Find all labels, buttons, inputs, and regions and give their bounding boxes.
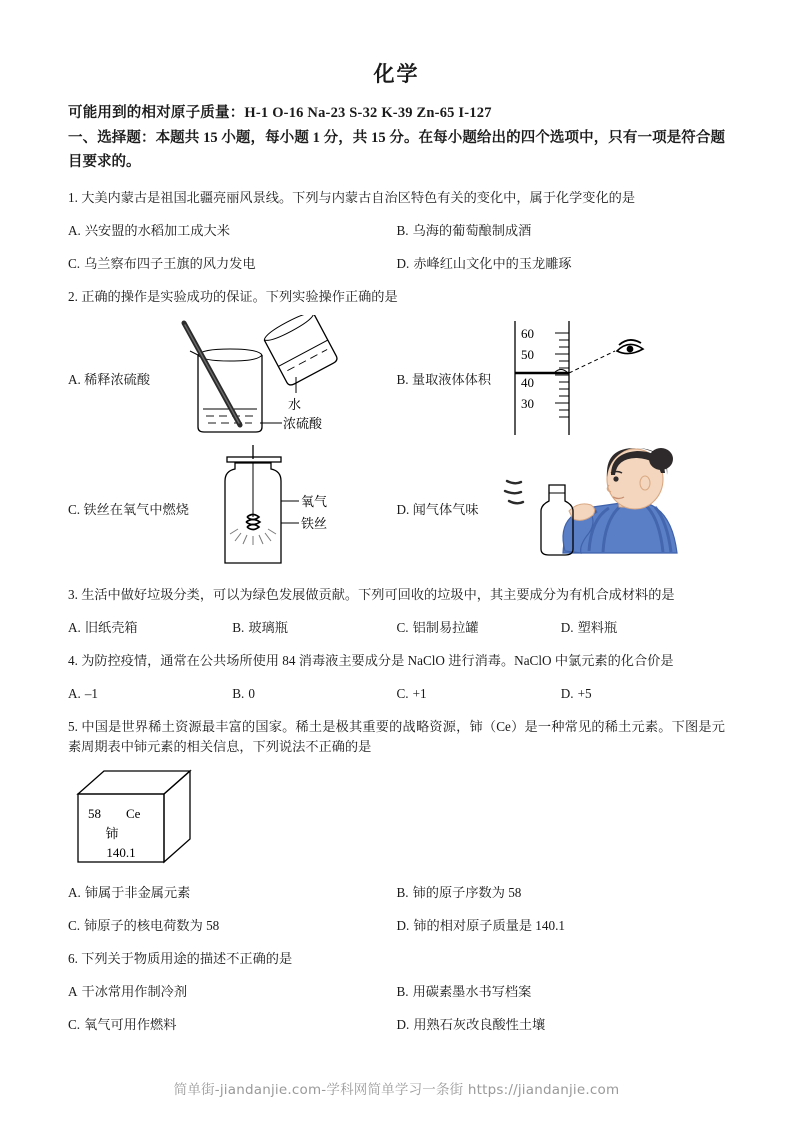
- option-letter: A.: [68, 686, 81, 702]
- atomic-masses-values: H-1 O-16 Na-23 S-32 K-39 Zn-65 I-127: [244, 105, 492, 121]
- question-1-option-d[interactable]: [397, 254, 726, 274]
- question-4-option-d[interactable]: [561, 684, 725, 704]
- option-letter: D.: [396, 1016, 410, 1032]
- option-a-label: [68, 369, 150, 388]
- question-1-option-c[interactable]: [68, 254, 397, 274]
- option-text: +5: [577, 686, 592, 702]
- option-letter: C.: [68, 502, 81, 518]
- question-5-options-row-2: [68, 916, 725, 936]
- option-text: –1: [84, 686, 99, 702]
- option-b-label: [397, 369, 492, 388]
- question-1-number: 1.: [68, 190, 78, 206]
- question-6-options-row-1: [68, 982, 725, 1002]
- question-3-options: [68, 618, 725, 638]
- option-text: 铈的相对原子质量是 140.1: [413, 917, 565, 933]
- option-letter: B.: [396, 372, 409, 388]
- question-3-option-b[interactable]: [232, 618, 396, 638]
- option-text: 兴安盟的水稻加工成大米: [84, 223, 230, 239]
- option-text: 氧气可用作燃料: [84, 1016, 177, 1032]
- question-3-option-a[interactable]: [68, 618, 232, 638]
- question-3-option-d[interactable]: [561, 618, 725, 638]
- option-text: 铈的原子序数为 58: [412, 884, 522, 900]
- option-letter: D.: [560, 686, 574, 702]
- option-letter: C.: [68, 1016, 81, 1032]
- question-6-text: 下列关于物质用途的描述不正确的是: [81, 950, 293, 966]
- option-text: 闻气体气味: [412, 502, 479, 518]
- option-letter: B.: [396, 223, 409, 239]
- question-2-option-d[interactable]: [397, 444, 726, 574]
- option-text: 旧纸壳箱: [84, 619, 138, 635]
- question-3-stem: [68, 585, 725, 605]
- scale-40: 40: [521, 374, 535, 390]
- gas-jar-diagram: [195, 445, 405, 573]
- question-4-number: 4.: [68, 652, 78, 668]
- dilute-acid-diagram: [156, 315, 396, 443]
- option-letter: B.: [396, 884, 409, 900]
- question-6-stem: [68, 949, 725, 969]
- question-1-options-row-2: [68, 254, 725, 274]
- question-2-option-a[interactable]: [68, 314, 397, 444]
- question-2-option-b[interactable]: [397, 314, 726, 444]
- option-letter: B.: [396, 983, 409, 999]
- element-atomic-mass: 140.1: [106, 844, 136, 860]
- option-letter: B.: [232, 686, 245, 702]
- element-name: 铈: [105, 826, 119, 842]
- question-5-option-a[interactable]: [68, 883, 397, 903]
- option-letter: A: [68, 983, 78, 999]
- question-5-number: 5.: [68, 719, 78, 735]
- option-letter: C.: [68, 256, 81, 272]
- option-c-label: [68, 499, 189, 518]
- option-letter: B.: [232, 619, 245, 635]
- atomic-masses-line: [68, 102, 725, 125]
- graduated-cylinder-diagram: [497, 315, 725, 443]
- scale-60: 60: [521, 325, 535, 341]
- option-text: 用碳素墨水书写档案: [412, 983, 532, 999]
- option-text: 铝制易拉罐: [412, 619, 479, 635]
- option-text: 稀释浓硫酸: [84, 372, 151, 388]
- option-letter: A.: [68, 884, 81, 900]
- option-text: 赤峰红山文化中的玉龙雕琢: [413, 256, 572, 272]
- option-text: 干冰常用作制冷剂: [81, 983, 188, 999]
- option-letter: A.: [68, 372, 81, 388]
- option-letter: A.: [68, 223, 81, 239]
- question-6-option-a[interactable]: [68, 982, 397, 1002]
- question-4-stem: [68, 651, 725, 671]
- option-d-label: [397, 499, 479, 518]
- question-4-options: [68, 684, 725, 704]
- option-text: 铁丝在氧气中燃烧: [83, 502, 189, 518]
- option-letter: D.: [396, 502, 410, 518]
- question-6-options-row-2: [68, 1015, 725, 1035]
- section-instruction: 一、选择题：本题共 15 小题，每小题 1 分，共 15 分。在每小题给出的四个选项中，只有一项是符合题目要求的。: [68, 130, 725, 171]
- question-5-options-row-1: [68, 883, 725, 903]
- option-text: +1: [412, 686, 427, 702]
- option-text: 乌兰察布四子王旗的风力发电: [84, 256, 256, 272]
- question-4-option-b[interactable]: [232, 684, 396, 704]
- question-5-option-c[interactable]: [68, 916, 397, 936]
- question-3-text: 生活中做好垃圾分类，可以为绿色发展做贡献。下列可回收的垃圾中，其主要成分为有机合成材料的是: [81, 586, 675, 602]
- question-5-stem: [68, 717, 725, 758]
- question-6-number: 6.: [68, 950, 78, 966]
- smelling-gas-illustration: [485, 445, 725, 573]
- atomic-masses-label: 可能用到的相对原子质量：: [68, 105, 245, 121]
- question-2-option-c[interactable]: [68, 444, 397, 574]
- option-letter: C.: [396, 619, 409, 635]
- question-1-stem: [68, 188, 725, 208]
- scale-50: 50: [521, 346, 535, 362]
- question-4-text: 为防控疫情，通常在公共场所使用 84 消毒液主要成分是 NaClO 进行消毒。NaClO 中氯元素的化合价是: [81, 652, 674, 668]
- question-3-option-c[interactable]: [397, 618, 561, 638]
- question-6-option-c[interactable]: [68, 1015, 397, 1035]
- option-text: 乌海的葡萄酿制成酒: [412, 223, 532, 239]
- question-1-options-row-1: [68, 221, 725, 241]
- option-letter: C.: [68, 917, 81, 933]
- question-1-option-a[interactable]: [68, 221, 397, 241]
- question-5-option-b[interactable]: [397, 883, 726, 903]
- option-letter: A.: [68, 619, 81, 635]
- question-4-option-c[interactable]: [397, 684, 561, 704]
- question-5-text: 中国是世界稀土资源最丰富的国家。稀土是极其重要的战略资源，铈（Ce）是一种常见的稀土元素。下图是元素周期表中铈元素的相关信息，下列说法不正确的是: [68, 719, 725, 755]
- option-text: 0: [248, 686, 255, 702]
- label-concentrated-acid: 浓硫酸: [283, 416, 323, 432]
- element-atomic-number: 58: [88, 805, 101, 821]
- option-letter: D.: [396, 917, 410, 933]
- option-letter: D.: [560, 619, 574, 635]
- question-2-text: 正确的操作是实验成功的保证。下列实验操作正确的是: [81, 289, 398, 305]
- option-text: 用熟石灰改良酸性土壤: [413, 1016, 546, 1032]
- scale-30: 30: [521, 395, 535, 411]
- question-1-text: 大美内蒙古是祖国北疆亮丽风景线。下列与内蒙古自治区特色有关的变化中，属于化学变化的是: [81, 190, 636, 206]
- question-1-option-b[interactable]: [397, 221, 726, 241]
- footer-watermark: 简单街-jiandanjie.com-学科网简单学习一条街 https://jiandanjie.com: [173, 1082, 620, 1098]
- question-4-option-a[interactable]: [68, 684, 232, 704]
- question-2-figure-options: [68, 314, 725, 574]
- option-letter: C.: [396, 686, 409, 702]
- option-text: 铈原子的核电荷数为 58: [84, 917, 220, 933]
- option-text: 铈属于非金属元素: [84, 884, 191, 900]
- label-iron-wire: 铁丝: [300, 516, 327, 532]
- option-letter: D.: [396, 256, 410, 272]
- question-2-stem: [68, 287, 725, 307]
- label-oxygen: 氧气: [300, 494, 327, 510]
- question-5-option-d[interactable]: [397, 916, 726, 936]
- question-6-option-b[interactable]: [397, 982, 726, 1002]
- option-text: 量取液体体积: [411, 372, 492, 388]
- label-water: 水: [288, 397, 302, 413]
- question-3-number: 3.: [68, 586, 78, 602]
- question-6-option-d[interactable]: [397, 1015, 726, 1035]
- page-title: 化学: [373, 62, 420, 86]
- question-2-number: 2.: [68, 289, 78, 305]
- element-symbol: Ce: [126, 805, 141, 821]
- cerium-element-box: [68, 766, 725, 870]
- option-text: 塑料瓶: [577, 619, 618, 635]
- option-text: 玻璃瓶: [248, 619, 288, 635]
